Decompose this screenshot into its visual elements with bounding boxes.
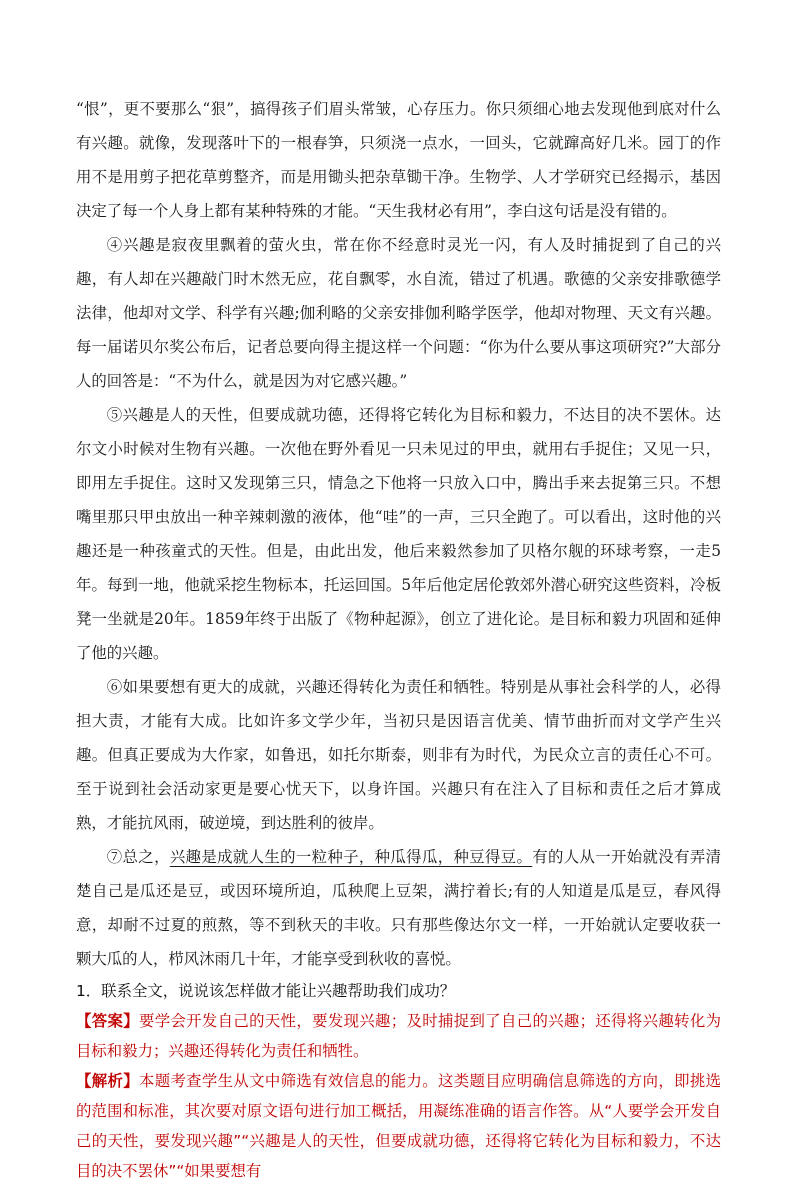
paragraph-6: ⑥如果要想有更大的成就，兴趣还得转化为责任和牺牲。特别是从事社会科学的人，必得担大责，才能有大成。比如许多文学少年，当初只是因语言优美、情节曲折而对文学产生兴趣。但真正要成为大作家，如鲁迅，如托尔斯泰，则非有为时代，为民众立言的责任心不可。至于说到社会活动家更是要心忧天下，以身许国。兴趣只有在注入了目标和责任之后才算成熟，才能抗风雨，破逆境，到达胜利的彼岸。: [76, 678, 721, 832]
analysis-block: [76, 1066, 721, 1186]
paragraph-continued: “恨”，更不要那么“狠”，搞得孩子们眉头常皱，心存压力。你只须细心地去发现他到底对什么有兴趣。就像，发现落叶下的一根春笋，只须浇一点水，一回头，它就蹿高好几米。园丁的作用不是用剪子把花草剪整齐，而是用锄头把杂草锄干净。生物学、人才学研究已经揭示，基因决定了每一个人身上都有某种特殊的才能。“天生我材必有用”，李白这句话是没有错的。: [76, 100, 721, 220]
answer-text: 要学会开发自己的天性，要发现兴趣；及时捕捉到了自己的兴趣；还得将兴趣转化为目标和毅力；兴趣还得转化为责任和牺牲。: [76, 1012, 721, 1060]
analysis-tag: 【解析】: [76, 1072, 139, 1090]
paragraph-4: ④兴趣是寂夜里飘着的萤火虫，常在你不经意时灵光一闪，有人及时捕捉到了自己的兴趣，有人却在兴趣敲门时木然无应，花自飘零，水自流，错过了机遇。歌德的父亲安排歌德学法律，他却对文学、科学有兴趣;伽利略的父亲安排伽利略学医学，他却对物理、天文有兴趣。每一届诺贝尔奖公布后，记者总要向得主提这样一个问题：“你为什么要从事这项研究?”大部分人的回答是：“不为什么，就是因为对它感兴趣。”: [76, 236, 721, 390]
paragraph-7-prefix: ⑦总之，: [106, 848, 170, 866]
paragraph-5: ⑤兴趣是人的天性，但要成就功德，还得将它转化为目标和毅力，不达目的决不罢休。达尔文小时候对生物有兴趣。一次他在野外看见一只未见过的甲虫，就用右手捉住；又见一只，即用左手捉住。这时又发现第三只，情急之下他将一只放入口中，腾出手来去捉第三只。不想嘴里那只甲虫放出一种辛辣刺激的液体，他“哇”的一声，三只全跑了。可以看出，这时他的兴趣还是一种孩童式的天性。但是，由此出发，他后来毅然参加了贝格尔舰的环球考察，一走5年。每到一地，他就采挖生物标本，托运回国。5年后他定居伦敦郊外潜心研究这些资料，冷板凳一坐就是20年。1859年终于出版了《物种起源》，创立了进化论。是目标和毅力巩固和延伸了他的兴趣。: [76, 406, 721, 662]
paragraph-7: [76, 840, 721, 976]
paragraph-7-rest: 有的人从一开始就没有弄清楚自己是瓜还是豆，或因环境所迫，瓜秧爬上豆架，满拧着长;有的人知道是瓜是豆，春风得意，却耐不过夏的煎熬，等不到秋天的丰收。只有那些像达尔文一样，一开始就认定要收获一颗大瓜的人，栉风沐雨几十年，才能享受到秋收的喜悦。: [76, 848, 721, 968]
answer-tag: 【答案】: [76, 1012, 139, 1030]
question-1: 1．联系全文，说说该怎样做才能让兴趣帮助我们成功？: [76, 982, 456, 1000]
answer-block: [76, 1006, 721, 1066]
analysis-text: 本题考查学生从文中筛选有效信息的能力。这类题目应明确信息筛选的方向，即挑选的范围和标准，其次要对原文语句进行加工概括，用凝练准确的语言作答。从“人要学会开发自己的天性，要发现兴趣”“兴趣是人的天性，但要成就功德，还得将它转化为目标和毅力，不达目的决不罢休”“如果要想有: [76, 1072, 721, 1180]
document-page: [76, 92, 721, 1186]
paragraph-7-underlined-sentence: 兴趣是成就人生的一粒种子，种瓜得瓜，种豆得豆。: [169, 848, 533, 866]
